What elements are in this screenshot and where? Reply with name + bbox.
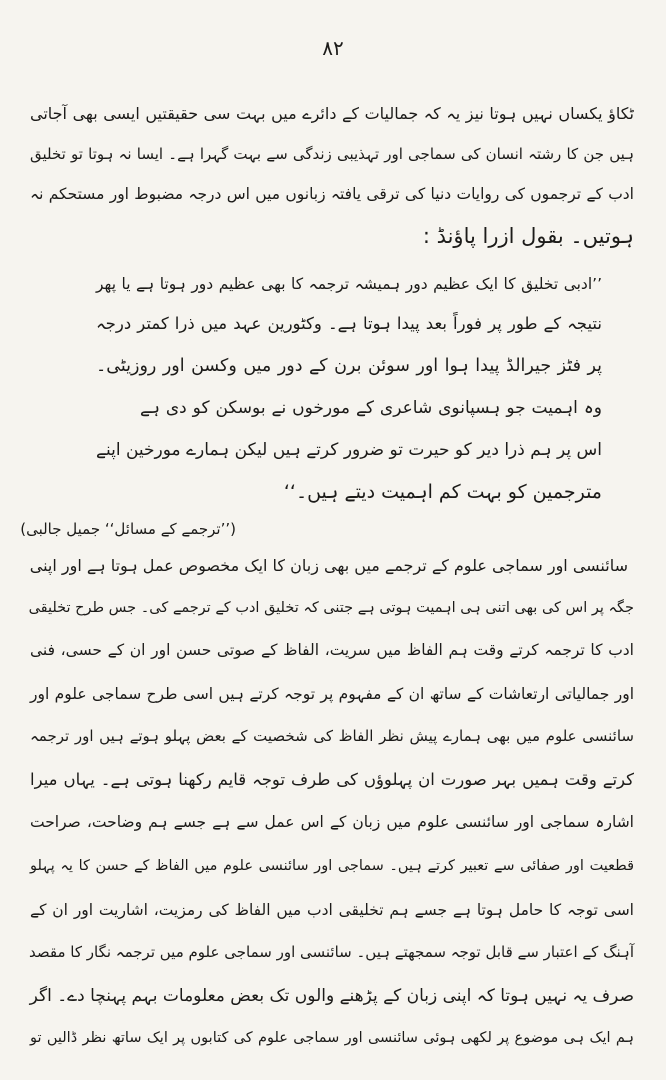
quote-line: پر فٹز جیرالڈ پیدا ہوا اور سوئن برن کے دور میں وکسن اور روزیٹی۔ xyxy=(96,356,602,376)
body-line: سائنسی اور سماجی علوم کے ترجمے میں بھی زبان کا ایک مخصوص عمل ہوتا ہے اور اپنی xyxy=(29,556,628,575)
body-line: صرف یہ نہیں ہوتا کہ اپنی زبان کے پڑھنے والوں تک بعض معلومات بہم پہنچا دے۔ اگر xyxy=(29,986,634,1006)
body-line: اسی توجہ کا حامل ہوتا ہے جسے ہم تخلیقی ادب میں الفاظ کی رمزیت، اشاریت اور ان کے xyxy=(30,901,634,919)
intro-line: ٹکاؤ یکساں نہیں ہوتا نیز یہ کہ جمالیات کے دائرے میں بہت سی حقیقتیں ایسی بھی آجاتی xyxy=(30,104,634,123)
body-line: اشارہ سماجی اور سائنسی علوم میں زبان کے اس عمل سے ہے جسے ہم وضاحت، صراحت xyxy=(30,813,634,831)
body-line: کرتے وقت ہمیں بہر صورت ان پہلوؤں کی طرف توجہ قایم رکھنا ہوتی ہے۔ یہاں میرا xyxy=(30,770,634,789)
quote-line: اس پر ہم ذرا دیر کو حیرت تو ضرور کرتے ہیں لیکن ہمارے مورخین اپنے xyxy=(96,440,602,460)
quote-line: مترجمین کو بہت کم اہمیت دیتے ہیں۔‘‘ xyxy=(283,481,602,503)
quote-line: ’’ادبی تخلیق کا ایک عظیم دور ہمیشہ ترجمہ کا بھی عظیم دور ہوتا ہے یا پھر xyxy=(96,275,602,293)
intro-line: ہیں جن کا رشتہ انسان کی سماجی اور تہذیبی زندگی سے بہت گہرا ہے۔ ایسا نہ ہوتا تو تخلیق xyxy=(30,145,634,163)
quote-line: وہ اہمیت جو ہسپانوی شاعری کے مورخوں نے بوسکن کو دی ہے xyxy=(140,398,602,418)
quote-attribution: (’’ترجمے کے مسائل‘‘ جمیل جالبی) xyxy=(20,520,236,538)
intro-line: ہوتیں۔ بقول ازرا پاؤنڈ : xyxy=(422,224,634,248)
body-line: قطعیت اور صفائی سے تعبیر کرتے ہیں۔ سماجی اور سائنسی علوم میں الفاظ کے حسن کا یہ پہلو xyxy=(30,858,634,874)
body-line: ہم ایک ہی موضوع پر لکھی ہوئی سائنسی اور سماجی علوم کی کتابوں پر ایک ساتھ نظر ڈالیں تو xyxy=(30,1030,634,1046)
body-line: اور جمالیاتی ارتعاشات کے ساتھ ان کے مفہوم پر توجہ کرتے ہیں اسی طرح سماجی علوم اور xyxy=(30,685,634,703)
body-line: ادب کا ترجمہ کرتے وقت ہم الفاظ میں سریت، الفاظ کے صوتی حسن اور ان کے حسی، فنی xyxy=(30,641,634,659)
page-number: ۸۲ xyxy=(322,36,344,60)
body-line: سائنسی علوم میں بھی ہمارے پیش نظر الفاظ کی شخصیت کے بعض پہلو ہوتے ہیں اور ترجمہ xyxy=(30,727,634,745)
quote-line: نتیجہ کے طور پر فوراً بعد پیدا ہوتا ہے۔ وکٹورین عہد میں ذرا کمتر درجہ xyxy=(96,314,602,333)
intro-line: ادب کے ترجموں کی روایات دنیا کی ترقی یافتہ زبانوں میں اس درجہ مضبوط اور مستحکم نہ xyxy=(30,185,634,203)
body-line: آہنگ کے اعتبار سے قابل توجہ سمجھتے ہیں۔ سائنسی اور سماجی علوم میں ترجمہ نگار کا مقصد xyxy=(29,943,634,961)
body-line: جگہ پر اس کی بھی اتنی ہی اہمیت ہوتی ہے جتنی کہ تخلیق ادب کے ترجمے کی۔ جس طرح تخلیقی xyxy=(28,600,634,616)
